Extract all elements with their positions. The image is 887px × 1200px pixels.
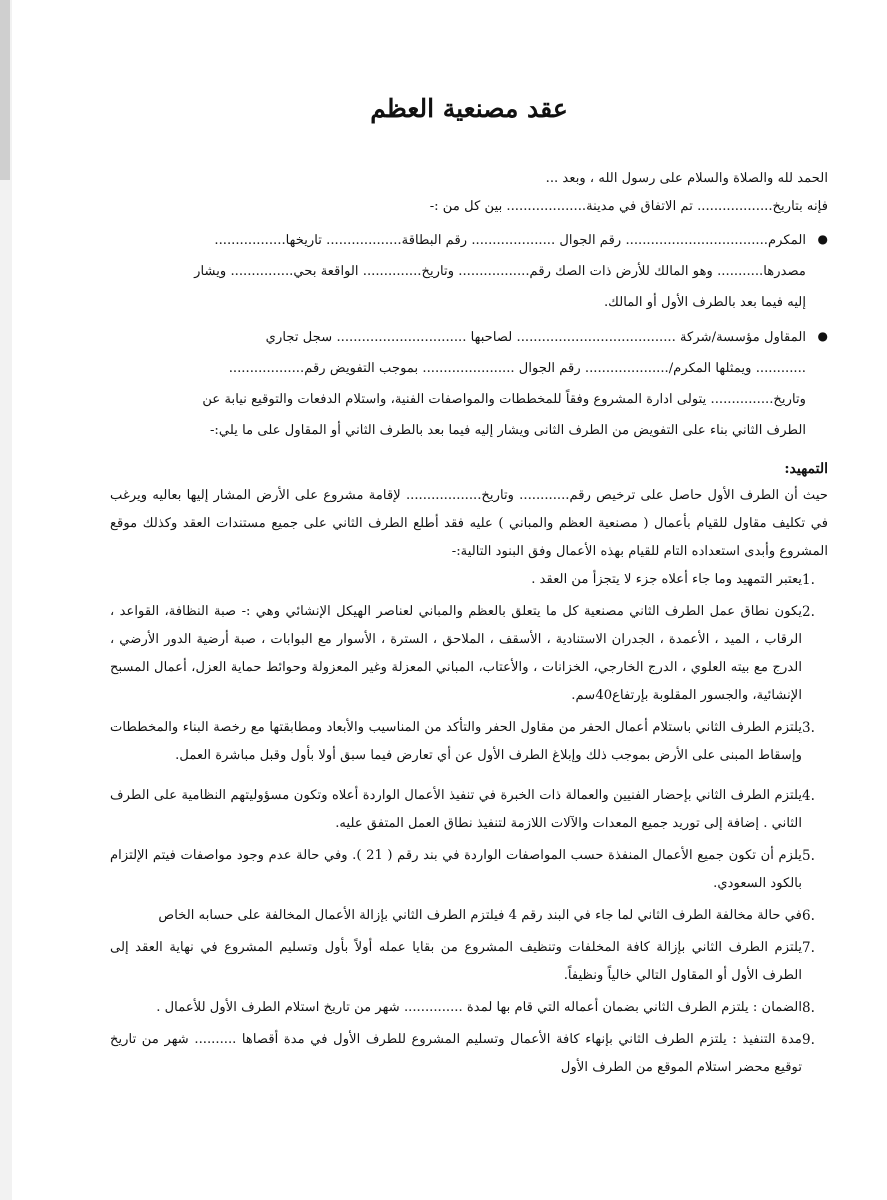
clause-item	[110, 934, 828, 990]
intro-greeting: الحمد لله والصلاة والسلام على رسول الله ، وبعد ...	[545, 171, 828, 186]
intro-date-line: فإنه بتاريخ.................. تم الاتفاق في مدينة................... بين كل من :-	[429, 199, 828, 214]
clause-item	[110, 842, 828, 898]
clause-text: يلتزم الطرف الثاني بإزالة كافة المخلفات وتنظيف المشروع من بقايا عمله أولاً بأول وتسليم المشروع في نهاية العقد إلى الطرف الأول أو المقاول التالي خالياً ونظيفاً.	[110, 940, 802, 983]
clause-number: 9.	[802, 1032, 815, 1048]
party-one-line-3: إليه فيما بعد بالطرف الأول أو المالك.	[603, 295, 806, 310]
party-one-line-2: مصدرها........... وهو المالك للأرض ذات الصك رقم................. وتاريخ.............. الواقعة بحي............... ويشار	[194, 264, 806, 279]
clause-text: يلزم أن تكون جميع الأعمال المنفذة حسب المواصفات الواردة في بند رقم ( 21 ). وفي حالة عدم وجود مواصفات فيتم الإلتزام بالكود السعودي.	[110, 848, 802, 891]
clause-item	[110, 598, 828, 710]
party-one-line-1: المكرم.................................. رقم الجوال .................... رقم البطاقة.................. تاريخها.................	[214, 233, 806, 248]
preamble-heading: التمهيد:	[784, 461, 828, 477]
clause-item	[110, 714, 828, 770]
clause-item	[110, 566, 828, 594]
clause-number: 4.	[802, 788, 815, 804]
clause-number: 2.	[802, 604, 815, 620]
party-two-line-4: الطرف الثاني بناء على التفويض من الطرف الثانى ويشار إليه فيما بعد بالطرف الثاني أو المقاول على ما يلي:-	[209, 423, 806, 438]
party-two-line-3: وتاريخ............... يتولى ادارة المشروع وفقاً للمخططات والمواصفات الفنية، واستلام الدفعات والتوقيع نيابة عن	[202, 392, 806, 407]
party-one-block	[110, 225, 828, 318]
bullet-icon: ●	[817, 329, 828, 343]
clause-number: 1.	[802, 572, 815, 588]
preamble-text: حيث أن الطرف الأول حاصل على ترخيص رقم............ وتاريخ.................. لإقامة مشروع على الأرض المشار إليها بعاليه ويرغب في تكليف مقاول للقيام بأعمال ( مصنعية العظم والمباني ) عليه فقد أطلع الطرف الثاني على جميع مستندات العقد وكذلك موقع المشروع وأبدى استعداده التام للقيام بهذه الأعمال وفق البنود التالية:-	[110, 488, 828, 559]
clause-text: يلتزم الطرف الثاني باستلام أعمال الحفر من مقاول الحفر والتأكد من المناسيب والأبعاد ومطابقتها مع رخصة البناء والمخططات وإسقاط المبنى على الأرض بموجب ذلك وإبلاغ الطرف الأول عن أي تعارض فيما سبق أولا بأول وقبل مباشرة العمل.	[110, 720, 802, 763]
clause-number: 8.	[802, 1000, 815, 1016]
clause-number: 5.	[802, 848, 815, 864]
clause-item	[110, 1026, 828, 1082]
party-two-block	[110, 322, 828, 446]
clause-item	[110, 994, 828, 1022]
clause-item	[110, 782, 828, 838]
clause-text: الضمان : يلتزم الطرف الثاني بضمان أعماله التي قام بها لمدة .............. شهر من تاريخ استلام الطرف الأول للأعمال .	[156, 1000, 802, 1015]
scrollbar-edge[interactable]	[0, 0, 10, 180]
clause-text: مدة التنفيذ : يلتزم الطرف الثاني بإنهاء كافة الأعمال وتسليم المشروع للطرف الأول في مدة أقصاها .......... شهر من تاريخ توقيع محضر استلام الموقع من الطرف الأول	[110, 1032, 802, 1075]
clause-text: يلتزم الطرف الثاني بإحضار الفنيين والعمالة ذات الخبرة في تنفيذ الأعمال الواردة أعلاه وتكون مسؤوليتهم النظامية على الطرف الثاني . إضافة إلى توريد جميع المعدات والآلات اللازمة لتنفيذ نطاق العمل المتفق عليه.	[110, 788, 802, 831]
document-body	[110, 94, 828, 1082]
clause-text: في حالة مخالفة الطرف الثاني لما جاء في البند رقم 4 فيلتزم الطرف الثاني بإزالة الأعمال المخالفة على حسابه الخاص	[158, 908, 802, 923]
clause-text: يكون نطاق عمل الطرف الثاني مصنعية كل ما يتعلق بالعظم والمباني لعناصر الهيكل الإنشائي وهي :- صبة النظافة، القواعد ، الرقاب ، الميد ، الأعمدة ، الجدران الاستنادية ، الأسقف ، الملاحق ، السترة ، الأسوار مع البوابات ، صبة أرضية الدور الأرضي ، الدرج مع بيته العلوي ، الدرج الخارجي، الخزانات ، والأعتاب، المباني المعزلة وغير المعزولة وحوائط حماية العزل، أعمال المسبح الإنشائية، والجسور المقلوبة بإرتفاع40سم.	[110, 604, 802, 703]
clause-number: 7.	[802, 940, 815, 956]
clause-number: 3.	[802, 720, 815, 736]
document-page	[12, 0, 887, 1200]
clause-item	[110, 902, 828, 930]
party-two-line-1: المقاول مؤسسة/شركة ...................................... لصاحبها ............................... سجل تجاري	[265, 330, 806, 345]
document-title: عقد مصنعية العظم	[370, 94, 568, 123]
clause-number: 6.	[802, 908, 815, 924]
bullet-icon: ●	[817, 232, 828, 246]
clause-text: يعتبر التمهيد وما جاء أعلاه جزء لا يتجزأ من العقد .	[531, 572, 802, 587]
party-two-line-2: ............ ويمثلها المكرم/.................... رقم الجوال ...................... بموجب التفويض رقم..................	[228, 361, 806, 376]
